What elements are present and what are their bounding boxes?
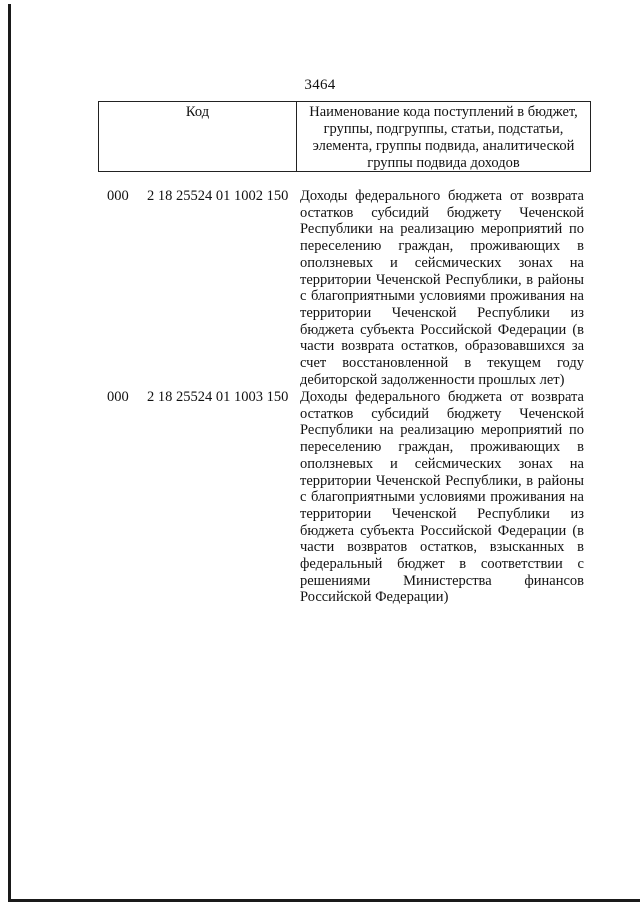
scan-left-edge [8, 4, 11, 901]
table-header [98, 101, 591, 172]
column-header-code: Код [99, 102, 297, 171]
scan-bottom-edge [8, 899, 640, 902]
column-header-name: Наименование кода поступлений в бюджет, группы, подгруппы, статьи, подстатьи, элемента, группы подвида, аналитической группы подвида доходов [309, 104, 578, 171]
admin-code: 000 [107, 188, 129, 204]
income-code: 2 18 25524 01 1002 150 [147, 188, 289, 204]
income-description: Доходы федерального бюджета от возврата остатков субсидий бюджету Чеченской Республики на реализацию мероприятий по переселению граждан, проживающих в оползневых и сейсмических зонах на территории Чеченской Республики, в районы с благоприятными условиями проживания на территории Чеченской Республики из бюджета субъекта Российской Федерации (в части возврата остатков, образовавшихся за счет восстановленной в текущем году дебиторской задолженности прошлых лет) [300, 188, 584, 388]
admin-code: 000 [107, 389, 129, 405]
income-code: 2 18 25524 01 1003 150 [147, 389, 289, 405]
income-description: Доходы федерального бюджета от возврата остатков субсидий бюджету Чеченской Республики на реализацию мероприятий по переселению граждан, проживающих в оползневых и сейсмических зонах на территории Чеченской Республики, в районы с благоприятными условиями проживания на территории Чеченской Республики из бюджета субъекта Российской Федерации (в части возвратов остатков, взысканных в федеральный бюджет в соответствии с решениями Министерства финансов Российской Федерации) [300, 389, 584, 606]
page-number: 3464 [304, 77, 336, 93]
